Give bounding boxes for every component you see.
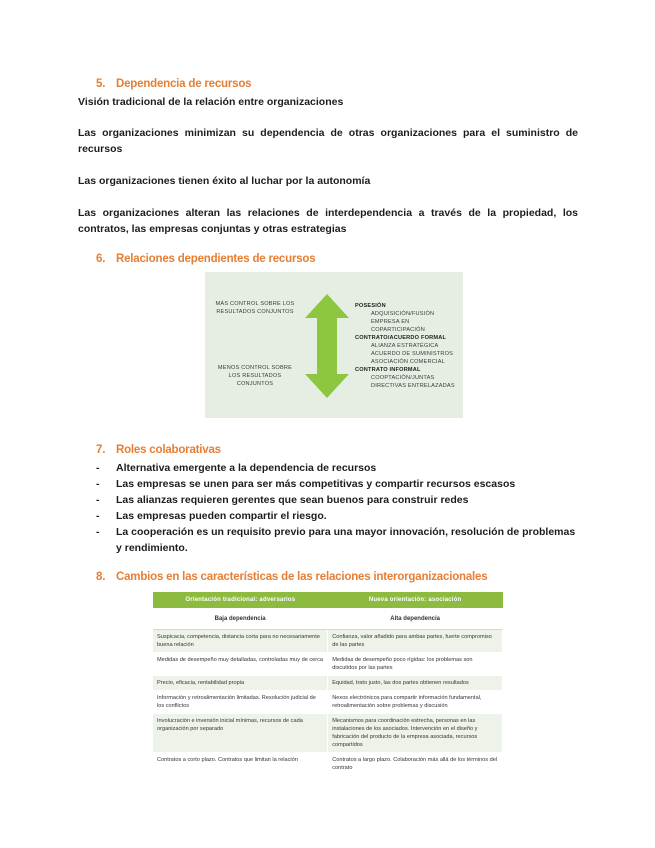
list-item-text: Las empresas se unen para ser más competitivas y compartir recursos escasos	[116, 478, 516, 490]
s5-paragraph-2: Las organizaciones minimizan su dependencia de otras organizaciones para el suministro de recursos	[78, 127, 578, 155]
diagram-right-list	[355, 302, 460, 390]
table-header-traditional: Orientación tradicional: adversarios	[153, 592, 328, 609]
list-item	[96, 492, 580, 508]
diagram-bottom-label: MENOS CONTROL SOBRE LOS RESULTADOS CONJUNTOS	[217, 365, 293, 387]
diagram-item-directivas: DIRECTIVAS ENTRELAZADAS	[371, 383, 455, 389]
diagram-item-alianza: ALIANZA ESTRATÉGICA	[371, 343, 439, 349]
table-cell: Suspicacia, competencia, distancia corta para no necesariamente buena relación	[153, 630, 328, 653]
diagram-item-adquisicion: ADQUISICIÓN/FUSIÓN	[371, 311, 435, 317]
table-row	[153, 753, 503, 776]
list-item-text: Las alianzas requieren gerentes que sean buenos para construir redes	[116, 494, 469, 506]
s5-paragraph-4: Las organizaciones alteran las relaciones de interdependencia a través de la propiedad, los contratos, las empresas conjuntas y otras estrategias	[78, 207, 578, 235]
bullet-dash: -	[96, 494, 100, 506]
table-row	[153, 691, 503, 714]
bullet-dash: -	[96, 478, 100, 490]
bullet-dash: -	[96, 526, 100, 538]
bullet-dash: -	[96, 462, 100, 474]
table-cell: Involucración e inversión inicial mínimas, recursos de cada organización por separado	[153, 714, 328, 753]
table-row	[153, 714, 503, 753]
list-item	[96, 460, 580, 476]
list-item-text: Las empresas pueden compartir el riesgo.	[116, 510, 327, 522]
table-row	[153, 630, 503, 653]
double-arrow-icon	[305, 294, 349, 398]
table-row	[153, 653, 503, 676]
section-7-heading	[96, 444, 221, 456]
section-6-number: 6.	[96, 253, 106, 265]
table-subheader-high: Alta dependencia	[328, 609, 503, 630]
table-cell: Información y retroalimentación limitadas. Resolución judicial de los conflictos	[153, 691, 328, 714]
table-cell: Equidad, trato justo, las dos partes obtienen resultados	[328, 676, 503, 691]
list-item	[96, 508, 580, 524]
double-arrow-shape	[305, 294, 349, 398]
section-7-number: 7.	[96, 444, 106, 456]
table-row	[153, 676, 503, 691]
section-6-heading	[96, 253, 315, 265]
section-6-title: Relaciones dependientes de recursos	[116, 253, 316, 265]
list-item	[96, 524, 580, 556]
diagram-top-label: MÁS CONTROL SOBRE LOS RESULTADOS CONJUNTOS	[215, 301, 295, 315]
table-cell: Precio, eficacia, rentabilidad propia	[153, 676, 328, 691]
table-cell: Contratos a largo plazo. Colaboración más allá de los términos del contrato	[328, 753, 503, 776]
table-cell: Confianza, valor añadido para ambas partes, fuerte compromiso de las partes	[328, 630, 503, 653]
table-subheader-low: Baja dependencia	[153, 609, 328, 630]
section-5-title: Dependencia de recursos	[116, 78, 252, 90]
diagram-item-posesion: POSESIÓN	[355, 303, 386, 309]
table-cell: Mecanismos para coordinación estrecha, personas en las instalaciones de los asociados. Intervención en el diseño y fabricación del producto de la empresa asociada, recursos compartidos	[328, 714, 503, 753]
relationship-diagram	[205, 272, 463, 418]
diagram-item-contrato-informal: CONTRATO INFORMAL	[355, 367, 421, 373]
diagram-item-contrato-formal: CONTRATO/ACUERDO FORMAL	[355, 335, 447, 341]
diagram-item-acuerdo: ACUERDO DE SUMINISTROS	[371, 351, 454, 357]
list-item-text: Alternativa emergente a la dependencia de recursos	[116, 462, 377, 474]
section-5-number: 5.	[96, 78, 106, 90]
section-8-heading	[96, 571, 487, 583]
section-8-number: 8.	[96, 571, 106, 583]
comparison-table	[153, 592, 503, 775]
section-5-heading	[96, 78, 251, 90]
list-item-text: La cooperación es un requisito previo para una mayor innovación, resolución de problemas y rendimiento.	[116, 526, 576, 554]
s5-paragraph-1: Visión tradicional de la relación entre organizaciones	[78, 96, 344, 108]
section-8-title: Cambios en las características de las relaciones interorganizacionales	[116, 571, 488, 583]
diagram-item-empresa: EMPRESA EN COPARTICIPACIÓN	[371, 319, 425, 333]
table-cell: Nexos electrónicos para compartir información fundamental, retroalimentación sobre problemas y discusión	[328, 691, 503, 714]
table-cell: Medidas de desempeño poco rígidas: los problemas son discutidos por las partes	[328, 653, 503, 676]
table-header-new: Nueva orientación: asociación	[328, 592, 503, 609]
list-item	[96, 476, 580, 492]
section-7-title: Roles colaborativas	[116, 444, 221, 456]
diagram-item-asociacion: ASOCIACIÓN COMERCIAL	[371, 359, 445, 365]
table-header-row	[153, 592, 503, 609]
table-subheader-row	[153, 609, 503, 630]
table-cell: Contratos a corto plazo. Contratos que limitan la relación	[153, 753, 328, 776]
diagram-item-cooptacion: COOPTACIÓN/JUNTAS	[371, 375, 435, 381]
table-cell: Medidas de desempeño muy detalladas, controladas muy de cerca	[153, 653, 328, 676]
s5-paragraph-3: Las organizaciones tienen éxito al luchar por la autonomía	[78, 175, 371, 187]
s7-bullet-list	[96, 460, 580, 556]
bullet-dash: -	[96, 510, 100, 522]
